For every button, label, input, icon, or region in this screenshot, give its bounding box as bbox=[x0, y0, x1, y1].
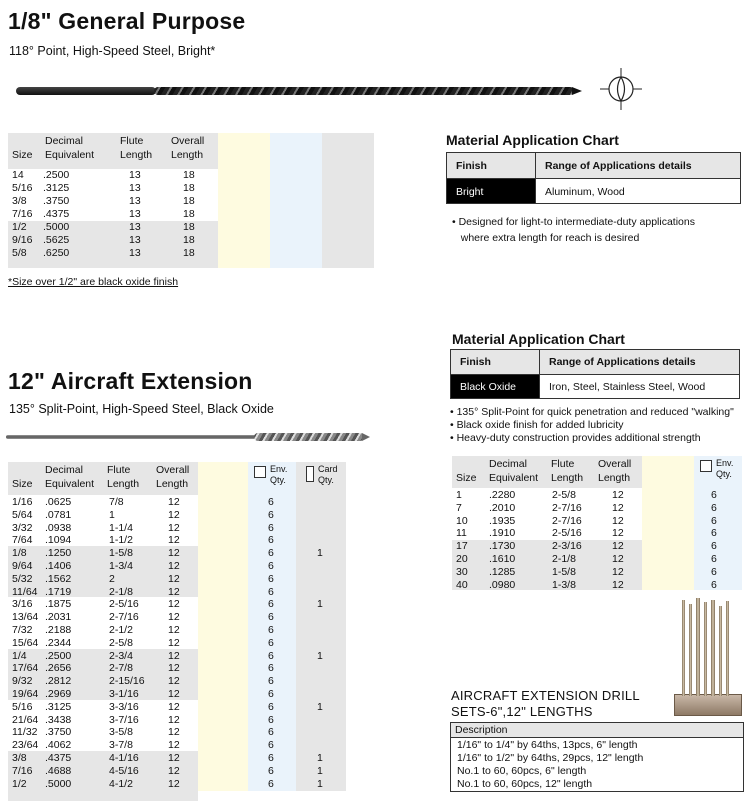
section1-subtitle: 118° Point, High-Speed Steel, Bright* bbox=[9, 44, 216, 58]
cell-overall: 12 bbox=[168, 598, 180, 611]
drill-set-image bbox=[670, 598, 750, 720]
table-row bbox=[8, 208, 374, 221]
cell-env: 6 bbox=[711, 501, 717, 514]
cell-env: 6 bbox=[268, 700, 274, 713]
cell-env: 6 bbox=[268, 752, 274, 764]
table-row bbox=[8, 509, 346, 522]
cell-env: 6 bbox=[268, 598, 274, 611]
cell-flute: 1-3/8 bbox=[552, 578, 576, 591]
cell-overall: 18 bbox=[183, 182, 195, 194]
card-icon bbox=[306, 466, 314, 482]
drill-bit-image-general bbox=[16, 85, 581, 97]
cell-decimal: .1562 bbox=[45, 572, 72, 585]
cell-env: 6 bbox=[711, 489, 717, 501]
chart2-notes bbox=[450, 406, 734, 445]
cell-size: 9/32 bbox=[12, 675, 33, 688]
header-decimal: Decimal Equivalent bbox=[489, 458, 539, 484]
cell-size: 14 bbox=[12, 169, 24, 181]
chart1-table bbox=[446, 152, 741, 204]
cell-env: 6 bbox=[268, 547, 274, 560]
cell-size: 1/4 bbox=[12, 649, 27, 662]
cell-env: 6 bbox=[268, 713, 274, 726]
cell-flute: 3-5/8 bbox=[109, 726, 133, 739]
cell-size: 21/64 bbox=[12, 713, 39, 726]
chart1-note: • Designed for light-to intermediate-duty applications bbox=[452, 216, 695, 228]
header-env: Env. Qty. bbox=[716, 458, 734, 479]
cell-decimal: .4688 bbox=[45, 764, 72, 777]
cell-size: 7/16 bbox=[12, 764, 33, 777]
cell-env: 6 bbox=[268, 508, 274, 521]
cell-overall: 18 bbox=[183, 195, 195, 207]
cell-size: 15/64 bbox=[12, 636, 39, 649]
table-row bbox=[8, 247, 374, 260]
cell-card: 1 bbox=[317, 752, 323, 764]
cell-size: 7/64 bbox=[12, 534, 33, 547]
cell-decimal: .1910 bbox=[489, 527, 516, 540]
header-size: Size bbox=[12, 478, 33, 490]
cell-overall: 12 bbox=[168, 764, 180, 777]
table-row bbox=[8, 611, 346, 624]
cell-size: 23/64 bbox=[12, 739, 39, 752]
cell-decimal: .2812 bbox=[45, 675, 72, 688]
table-row bbox=[8, 560, 346, 573]
cell-card: 1 bbox=[317, 764, 323, 777]
chart1-title: Material Application Chart bbox=[446, 132, 619, 148]
cell-flute: 3-7/8 bbox=[109, 739, 133, 752]
sets-title bbox=[451, 688, 640, 720]
cell-size: 11/32 bbox=[12, 726, 38, 739]
header-size: Size bbox=[12, 149, 33, 161]
cell-flute: 13 bbox=[129, 234, 141, 246]
cell-flute: 4-1/2 bbox=[109, 777, 133, 790]
chart2-finish: Black Oxide bbox=[460, 381, 517, 393]
cell-overall: 12 bbox=[168, 585, 180, 598]
cell-size: 3/32 bbox=[12, 521, 33, 534]
cell-decimal: .6250 bbox=[43, 247, 70, 259]
cell-flute: 2-7/8 bbox=[109, 662, 133, 675]
sets-item: 1/16" to 1/4" by 64ths, 13pcs, 6" length bbox=[457, 739, 638, 751]
cell-env: 6 bbox=[268, 636, 274, 649]
cell-size: 5/16 bbox=[12, 182, 33, 194]
table-row bbox=[452, 553, 742, 566]
cell-overall: 12 bbox=[168, 726, 180, 739]
section1-footnote: *Size over 1/2" are black oxide finish bbox=[8, 276, 179, 288]
cell-size: 1 bbox=[456, 489, 462, 501]
table-row bbox=[8, 522, 346, 535]
cell-overall: 12 bbox=[612, 527, 624, 540]
cell-env: 6 bbox=[268, 688, 274, 700]
cell-flute: 3-1/16 bbox=[109, 688, 139, 700]
cell-flute: 4-5/16 bbox=[109, 764, 139, 777]
cell-flute: 2-7/16 bbox=[552, 514, 582, 527]
sets-title-line1: AIRCRAFT EXTENSION DRILL bbox=[451, 688, 640, 703]
header-flute: Flute Length bbox=[551, 458, 584, 484]
cell-overall: 12 bbox=[168, 662, 180, 675]
section2-title: 12" Aircraft Extension bbox=[8, 368, 253, 394]
cell-overall: 18 bbox=[183, 247, 195, 259]
table-row bbox=[8, 221, 374, 234]
header-decimal: Decimal Equivalent bbox=[45, 464, 95, 490]
cell-env: 6 bbox=[711, 578, 717, 591]
chart1-finish: Bright bbox=[456, 186, 484, 198]
cell-size: 7/32 bbox=[12, 624, 33, 636]
chart2-table bbox=[450, 349, 740, 399]
cell-size: 7 bbox=[456, 501, 462, 514]
cell-env: 6 bbox=[268, 662, 274, 675]
cell-overall: 12 bbox=[612, 540, 624, 553]
cell-env: 6 bbox=[268, 649, 274, 662]
cell-overall: 12 bbox=[612, 514, 624, 527]
cell-decimal: .5625 bbox=[43, 234, 70, 246]
cell-env: 6 bbox=[268, 764, 274, 777]
cell-decimal: .2031 bbox=[45, 611, 72, 624]
cell-decimal: .4062 bbox=[45, 739, 72, 752]
cell-env: 6 bbox=[268, 777, 274, 790]
header-card: Card Qty. bbox=[318, 464, 338, 485]
cell-env: 6 bbox=[711, 514, 717, 527]
cell-size: 1/16 bbox=[12, 496, 33, 508]
cell-overall: 12 bbox=[168, 560, 180, 572]
cell-card: 1 bbox=[317, 598, 323, 611]
cell-flute: 2-5/16 bbox=[552, 527, 582, 540]
cell-decimal: .0625 bbox=[45, 496, 72, 508]
chart2-range-header: Range of Applications details bbox=[549, 356, 696, 368]
cell-overall: 12 bbox=[168, 777, 180, 790]
table-row bbox=[8, 195, 374, 208]
cell-overall: 12 bbox=[168, 713, 180, 726]
cell-flute: 7/8 bbox=[109, 496, 124, 508]
cell-overall: 18 bbox=[183, 169, 195, 181]
cell-decimal: .2344 bbox=[45, 636, 72, 649]
cell-decimal: .2188 bbox=[45, 624, 72, 636]
cell-env: 6 bbox=[268, 675, 274, 688]
chart2-title: Material Application Chart bbox=[452, 331, 625, 347]
cell-flute: 2-5/16 bbox=[109, 598, 139, 611]
cell-overall: 12 bbox=[168, 675, 180, 688]
cell-overall: 12 bbox=[168, 636, 180, 649]
cell-size: 11/64 bbox=[12, 585, 38, 598]
cell-flute: 13 bbox=[129, 247, 141, 259]
cell-size: 10 bbox=[456, 514, 468, 527]
cell-flute: 2-1/8 bbox=[109, 585, 133, 598]
cell-env: 6 bbox=[268, 560, 274, 572]
cell-flute: 13 bbox=[129, 221, 141, 233]
drill-bit-image-aircraft bbox=[6, 432, 370, 442]
cell-flute: 2 bbox=[109, 572, 115, 585]
general-purpose-table bbox=[8, 133, 374, 268]
cell-decimal: .0938 bbox=[45, 521, 72, 534]
cell-env: 6 bbox=[268, 521, 274, 534]
cell-flute: 1-1/2 bbox=[109, 534, 133, 547]
header-overall: Overall Length bbox=[156, 464, 190, 490]
cell-decimal: .3750 bbox=[45, 726, 72, 739]
cell-decimal: .4375 bbox=[45, 752, 72, 764]
cell-flute: 2-15/16 bbox=[109, 675, 145, 688]
cell-overall: 18 bbox=[183, 234, 195, 246]
cell-size: 13/64 bbox=[12, 611, 39, 624]
chart2-finish-header: Finish bbox=[460, 356, 491, 368]
cell-env: 6 bbox=[711, 553, 717, 565]
table-row bbox=[8, 714, 346, 727]
cell-decimal: .1935 bbox=[489, 514, 516, 527]
table-row bbox=[8, 701, 346, 714]
cell-decimal: .3125 bbox=[43, 182, 70, 194]
cell-size: 19/64 bbox=[12, 688, 39, 700]
number-size-table bbox=[452, 456, 742, 590]
cell-env: 6 bbox=[268, 496, 274, 508]
cell-size: 1/2 bbox=[12, 221, 27, 233]
cell-decimal: .1719 bbox=[45, 585, 72, 598]
table-row bbox=[8, 765, 346, 778]
cell-size: 5/32 bbox=[12, 572, 33, 585]
cell-card: 1 bbox=[317, 649, 323, 662]
cell-overall: 12 bbox=[168, 572, 180, 585]
table-row bbox=[8, 624, 346, 637]
table-row bbox=[8, 182, 374, 195]
cell-env: 6 bbox=[268, 534, 274, 547]
table-row bbox=[8, 637, 346, 650]
cell-env: 6 bbox=[711, 565, 717, 578]
cell-decimal: .0980 bbox=[489, 578, 516, 591]
table-row bbox=[8, 726, 346, 739]
cell-flute: 3-7/16 bbox=[109, 713, 139, 726]
cell-env: 6 bbox=[268, 585, 274, 598]
cell-overall: 12 bbox=[168, 547, 180, 560]
cell-env: 6 bbox=[711, 527, 717, 540]
table-row bbox=[8, 739, 346, 752]
cell-size: 7/16 bbox=[12, 208, 33, 220]
cell-flute: 3-3/16 bbox=[109, 700, 139, 713]
cell-flute: 2-7/16 bbox=[552, 501, 582, 514]
cell-size: 5/64 bbox=[12, 508, 33, 521]
cell-decimal: .0781 bbox=[45, 508, 72, 521]
envelope-icon bbox=[700, 460, 712, 472]
sets-title-line2: SETS-6",12" LENGTHS bbox=[451, 704, 593, 719]
cell-overall: 18 bbox=[183, 221, 195, 233]
cell-size: 30 bbox=[456, 565, 468, 578]
cell-size: 9/16 bbox=[12, 234, 33, 246]
cell-decimal: .1406 bbox=[45, 560, 72, 572]
table-row bbox=[8, 586, 346, 599]
chart2-range: Iron, Steel, Stainless Steel, Wood bbox=[549, 381, 706, 393]
cell-overall: 12 bbox=[612, 565, 624, 578]
cell-size: 3/16 bbox=[12, 598, 33, 611]
cell-decimal: .1094 bbox=[45, 534, 72, 547]
table-row bbox=[8, 650, 346, 663]
cell-overall: 12 bbox=[612, 578, 624, 591]
cell-size: 1/8 bbox=[12, 547, 27, 560]
cell-overall: 12 bbox=[168, 611, 180, 624]
sets-item: No.1 to 60, 60pcs, 12" length bbox=[457, 778, 593, 790]
cell-card: 1 bbox=[317, 700, 323, 713]
cell-flute: 1 bbox=[109, 508, 115, 521]
cell-size: 17/64 bbox=[12, 662, 39, 675]
cell-size: 40 bbox=[456, 578, 468, 591]
cell-env: 6 bbox=[268, 572, 274, 585]
cell-decimal: .2656 bbox=[45, 662, 72, 675]
sets-header: Description bbox=[451, 723, 743, 738]
aircraft-extension-table bbox=[8, 462, 346, 791]
header-size: Size bbox=[456, 472, 477, 484]
cell-flute: 2-1/8 bbox=[552, 553, 576, 565]
cell-overall: 12 bbox=[168, 508, 180, 521]
cell-decimal: .3438 bbox=[45, 713, 72, 726]
cell-size: 1/2 bbox=[12, 777, 27, 790]
sets-item: 1/16" to 1/2" by 64ths, 29pcs, 12" length bbox=[457, 752, 644, 764]
cell-flute: 1-5/8 bbox=[109, 547, 133, 560]
cell-flute: 4-1/16 bbox=[109, 752, 139, 764]
sets-item: No.1 to 60, 60pcs, 6" length bbox=[457, 765, 587, 777]
chart1-finish-header: Finish bbox=[456, 160, 487, 172]
cell-card: 1 bbox=[317, 547, 323, 560]
cell-decimal: .5000 bbox=[43, 221, 70, 233]
table-row bbox=[452, 527, 742, 540]
cell-overall: 12 bbox=[612, 553, 624, 565]
cell-decimal: .1875 bbox=[45, 598, 72, 611]
cell-flute: 2-3/4 bbox=[109, 649, 133, 662]
sets-table bbox=[450, 722, 744, 792]
table-row bbox=[8, 169, 374, 182]
cell-decimal: .3750 bbox=[43, 195, 70, 207]
cell-overall: 18 bbox=[183, 208, 195, 220]
envelope-icon bbox=[254, 466, 266, 478]
cell-flute: 13 bbox=[129, 182, 141, 194]
cell-overall: 12 bbox=[168, 752, 180, 764]
cell-flute: 1-3/4 bbox=[109, 560, 133, 572]
cell-decimal: .2500 bbox=[45, 649, 72, 662]
header-overall: Overall Length bbox=[171, 135, 205, 161]
table-row bbox=[8, 778, 346, 791]
cell-size: 20 bbox=[456, 553, 468, 565]
cell-size: 3/8 bbox=[12, 195, 27, 207]
table-row bbox=[452, 540, 742, 553]
header-flute: Flute Length bbox=[107, 464, 140, 490]
cell-size: 5/8 bbox=[12, 247, 27, 259]
cell-env: 6 bbox=[268, 739, 274, 752]
cell-flute: 2-1/2 bbox=[109, 624, 133, 636]
cell-decimal: .2969 bbox=[45, 688, 72, 700]
cell-decimal: .3125 bbox=[45, 700, 72, 713]
cell-size: 11 bbox=[456, 527, 467, 540]
table-row bbox=[8, 598, 346, 611]
table-row bbox=[452, 502, 742, 515]
header-env: Env. Qty. bbox=[270, 464, 288, 485]
chart2-note: • Black oxide finish for added lubricity bbox=[450, 419, 624, 431]
table-row bbox=[8, 573, 346, 586]
table-row bbox=[8, 752, 346, 765]
table-row bbox=[8, 662, 346, 675]
cell-env: 6 bbox=[268, 726, 274, 739]
header-flute: Flute Length bbox=[120, 135, 153, 161]
cell-overall: 12 bbox=[612, 489, 624, 501]
table-row bbox=[452, 579, 742, 592]
cell-overall: 12 bbox=[168, 649, 180, 662]
cell-card: 1 bbox=[317, 777, 323, 790]
table-row bbox=[8, 688, 346, 701]
cell-decimal: .1610 bbox=[489, 553, 516, 565]
chart1-range: Aluminum, Wood bbox=[545, 186, 625, 198]
cell-flute: 2-5/8 bbox=[109, 636, 133, 649]
cell-flute: 13 bbox=[129, 208, 141, 220]
cell-flute: 1-1/4 bbox=[109, 521, 133, 534]
cell-env: 6 bbox=[711, 540, 717, 553]
cell-decimal: .2010 bbox=[489, 501, 516, 514]
cell-overall: 12 bbox=[612, 501, 624, 514]
header-overall: Overall Length bbox=[598, 458, 632, 484]
cell-overall: 12 bbox=[168, 700, 180, 713]
cell-flute: 2-3/16 bbox=[552, 540, 582, 553]
table-row bbox=[8, 534, 346, 547]
table-row bbox=[8, 547, 346, 560]
cell-decimal: .4375 bbox=[43, 208, 70, 220]
cell-size: 9/64 bbox=[12, 560, 33, 572]
table-row bbox=[452, 566, 742, 579]
cell-overall: 12 bbox=[168, 739, 180, 752]
table-row bbox=[8, 675, 346, 688]
cell-flute: 1-5/8 bbox=[552, 565, 576, 578]
cell-decimal: .1250 bbox=[45, 547, 72, 560]
cell-decimal: .2500 bbox=[43, 169, 70, 181]
chart1-notes bbox=[452, 214, 695, 246]
drill-point-icon bbox=[600, 68, 642, 110]
cell-overall: 12 bbox=[168, 496, 180, 508]
chart1-range-header: Range of Applications details bbox=[545, 160, 692, 172]
cell-size: 3/8 bbox=[12, 752, 27, 764]
cell-overall: 12 bbox=[168, 534, 180, 547]
table-row bbox=[8, 234, 374, 247]
chart2-note: • Heavy-duty construction provides additional strength bbox=[450, 432, 701, 444]
cell-decimal: .1285 bbox=[489, 565, 516, 578]
cell-decimal: .2280 bbox=[489, 489, 516, 501]
cell-decimal: .5000 bbox=[45, 777, 72, 790]
cell-flute: 2-7/16 bbox=[109, 611, 139, 624]
cell-flute: 13 bbox=[129, 195, 141, 207]
cell-overall: 12 bbox=[168, 624, 180, 636]
section1-title: 1/8" General Purpose bbox=[8, 8, 246, 34]
cell-decimal: .1730 bbox=[489, 540, 516, 553]
cell-overall: 12 bbox=[168, 521, 180, 534]
chart2-note: • 135° Split-Point for quick penetration and reduced "walking" bbox=[450, 406, 734, 418]
cell-overall: 12 bbox=[168, 688, 180, 700]
chart1-note: where extra length for reach is desired bbox=[452, 232, 640, 244]
cell-flute: 2-5/8 bbox=[552, 489, 576, 501]
table-row bbox=[452, 515, 742, 528]
cell-size: 17 bbox=[456, 540, 468, 553]
cell-env: 6 bbox=[268, 611, 274, 624]
table-row bbox=[452, 489, 742, 502]
section2-subtitle: 135° Split-Point, High-Speed Steel, Black Oxide bbox=[9, 402, 274, 416]
cell-flute: 13 bbox=[129, 169, 141, 181]
cell-env: 6 bbox=[268, 624, 274, 636]
header-decimal: Decimal Equivalent bbox=[45, 135, 95, 161]
table-row bbox=[8, 496, 346, 509]
cell-size: 5/16 bbox=[12, 700, 33, 713]
